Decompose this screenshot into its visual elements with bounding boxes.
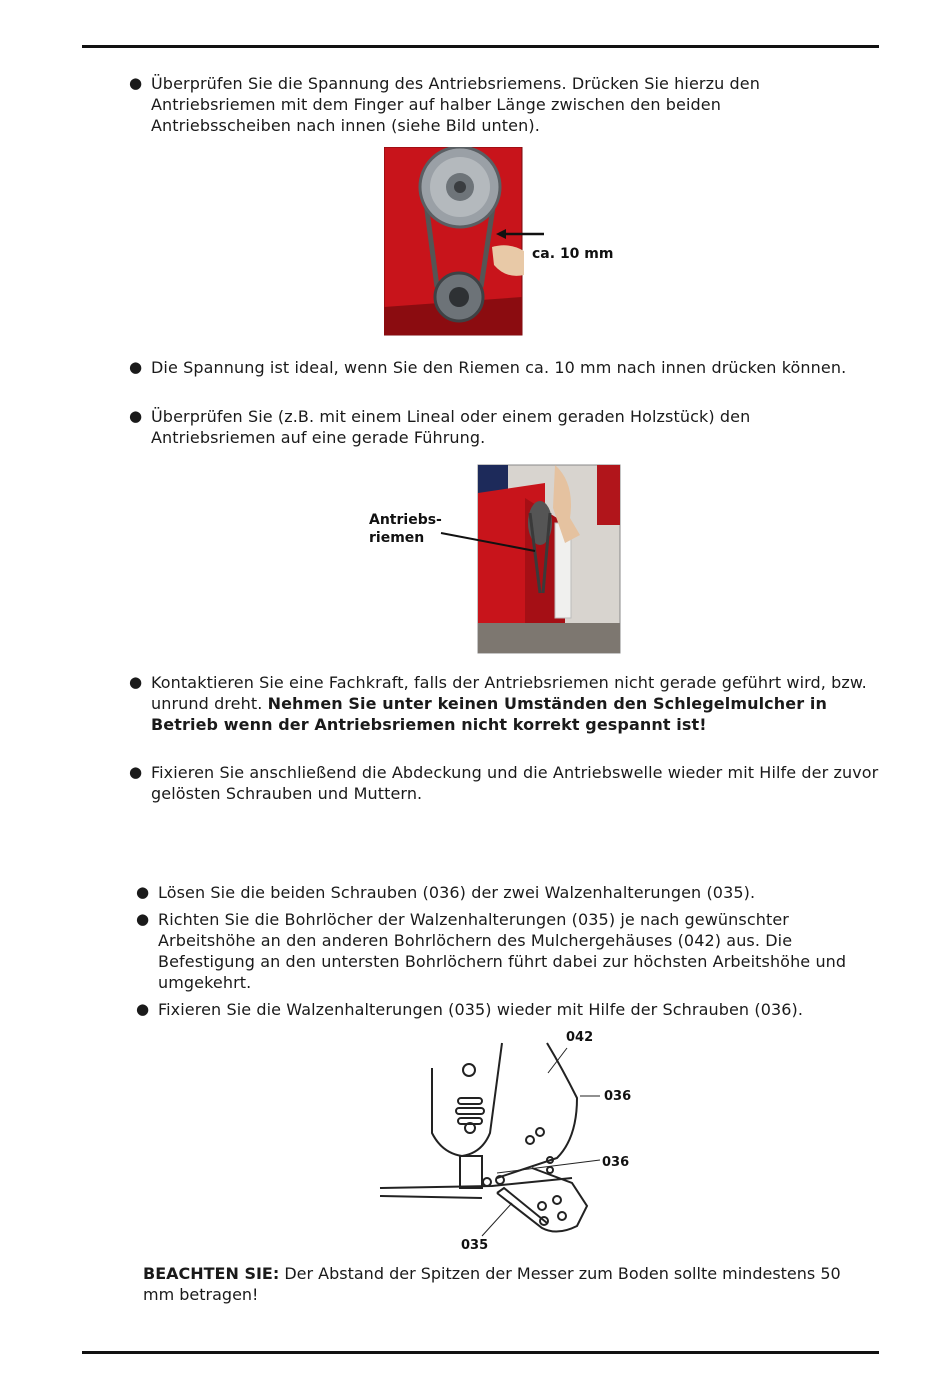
label-042: 042 [566,1030,594,1045]
bullet-contact-specialist [129,672,881,735]
drive-belt-illustration [365,463,625,655]
label-036-upper: 036 [604,1089,632,1104]
callout-ca-10mm: ca. 10 mm [532,246,614,262]
callout-antriebsriemen [369,511,442,547]
bullet-text: Fixieren Sie die Walzenhalterungen (035) wieder mit Hilfe der Schrauben (036). [158,1000,804,1019]
bullet-dot: ● [129,673,143,691]
bullet-dot: ● [136,910,150,928]
callout-line-2: riemen [369,530,425,546]
bullet-straight-guidance [129,406,851,448]
roller-holder-illustration [372,1028,652,1256]
bullet-loosen-screws [136,882,858,903]
bullet-fix-holders [136,999,878,1020]
bullet-warning-bold: Nehmen Sie unter keinen Umständen den Schlegelmulcher in Betrieb wenn der Antriebsriemen nicht korrekt gespannt ist! [151,694,827,734]
bullet-dot: ● [129,763,143,781]
bullet-belt-tension-check [129,73,851,136]
bullet-text: Die Spannung ist ideal, wenn Sie den Riemen ca. 10 mm nach innen drücken können. [151,358,847,377]
bullet-dot: ● [129,407,143,425]
belt-tension-illustration [384,147,624,337]
bullet-dot: ● [136,1000,150,1018]
bullet-align-holes [136,909,858,993]
note-text: Der Abstand der Spitzen der Messer zum Boden sollte mindestens 50 mm betragen! [143,1264,841,1304]
belt-tension-photo [384,147,624,337]
bullet-text: Kontaktieren Sie eine Fachkraft, falls der Antriebsriemen nicht gerade geführt wird, bzw. unrund dreht. [151,673,867,713]
bullet-dot: ● [136,883,150,901]
bullet-text: Lösen Sie die beiden Schrauben (036) der zwei Walzenhalterungen (035). [158,883,756,902]
top-rule [82,45,879,48]
bullet-text: Überprüfen Sie (z.B. mit einem Lineal oder einem geraden Holzstück) den Antriebsriemen auf eine gerade Führung. [151,407,751,447]
label-036-lower: 036 [602,1155,630,1170]
callout-line-1: Antriebs- [369,512,442,528]
bullet-ideal-tension [129,357,851,378]
drive-belt-photo [365,463,625,655]
bullet-dot: ● [129,358,143,376]
bullet-fix-cover [129,762,881,804]
bullet-text: Richten Sie die Bohrlöcher der Walzenhalterungen (035) je nach gewünschter Arbeitshöhe an den anderen Bohrlöchern des Mulchergehäuses (042) aus. Die Befestigung an den untersten Bohrlöchern führt dabei zur höchsten Arbeitshöhe und umgekehrt. [158,910,847,992]
roller-holder-diagram [372,1028,652,1256]
bullet-text: Überprüfen Sie die Spannung des Antriebsriemens. Drücken Sie hierzu den Antriebsriemen mit dem Finger auf halber Länge zwischen den beiden Antriebsscheiben nach innen (siehe Bild unten). [151,74,760,135]
bottom-rule [82,1351,879,1354]
note-blade-distance [143,1263,873,1305]
note-prefix: BEACHTEN SIE: [143,1264,280,1283]
label-035: 035 [461,1238,489,1253]
bullet-dot: ● [129,74,143,92]
bullet-text: Fixieren Sie anschließend die Abdeckung und die Antriebswelle wieder mit Hilfe der zuvor gelösten Schrauben und Muttern. [151,763,879,803]
